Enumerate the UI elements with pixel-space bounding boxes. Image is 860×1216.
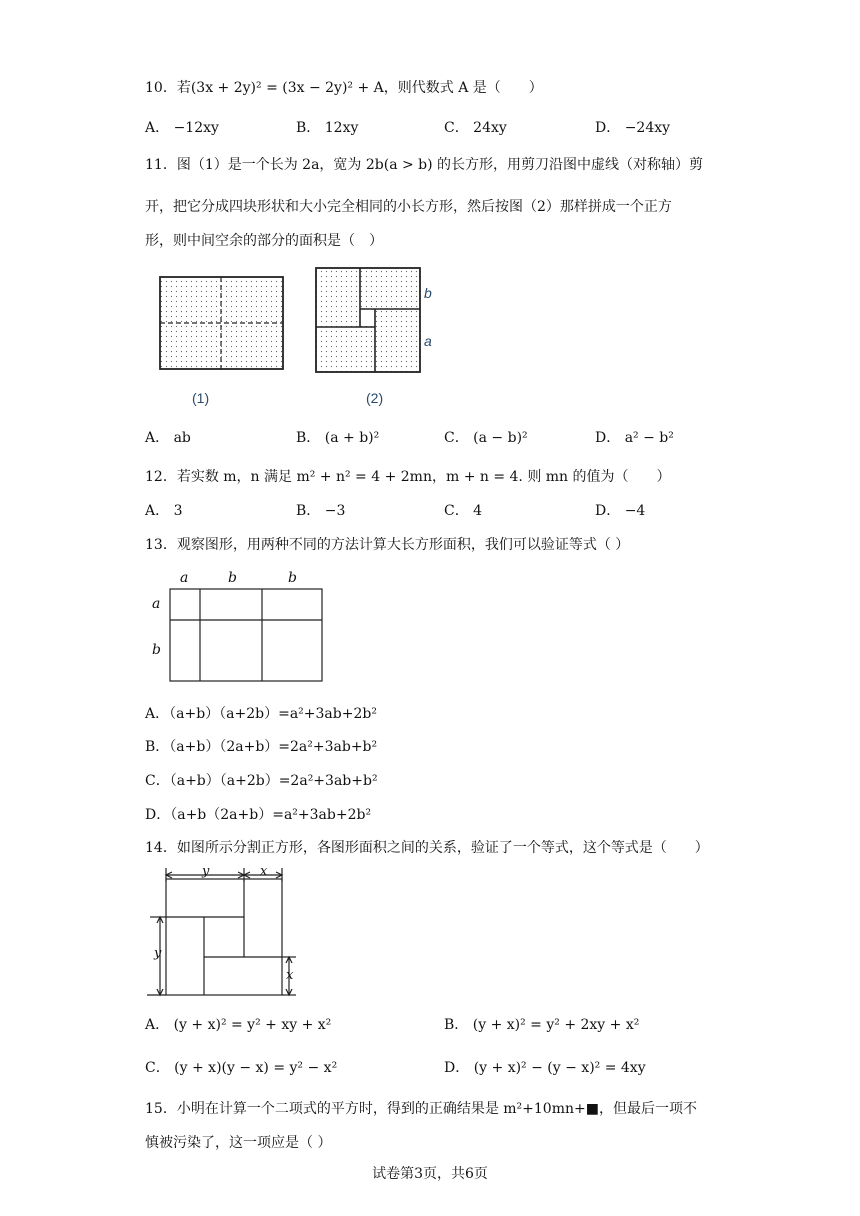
q13-left-label-b: b <box>152 642 161 658</box>
q10-option-c[interactable]: C． 24xy <box>444 120 507 136</box>
q13-stem: 13．观察图形，用两种不同的方法计算大长方形面积，我们可以验证等式（ ） <box>145 537 630 553</box>
q11-stem-line3: 形，则中间空余的部分的面积是（ ） <box>145 233 383 249</box>
q13-option-c[interactable]: C．（a+b）（a+2b）=2a²+3ab+b² <box>145 773 378 789</box>
q11-fig2-label-a: a <box>424 333 432 349</box>
q13-option-b[interactable]: B．（a+b）（2a+b）=2a²+3ab+b² <box>145 739 378 755</box>
q13-option-a[interactable]: A．（a+b）（a+2b）=a²+3ab+2b² <box>145 706 377 722</box>
page-footer: 试卷第3页，共6页 <box>372 1166 488 1182</box>
q12-option-b[interactable]: B． −3 <box>296 503 346 519</box>
q15-stem-line1: 15．小明在计算一个二项式的平方时，得到的正确结果是 m²+10mn+■，但最后一项不 <box>145 1101 697 1117</box>
q14-top-label-x: x <box>260 864 268 879</box>
q14-option-a[interactable]: A． (y + x)² = y² + xy + x² <box>145 1017 332 1033</box>
q10-option-b[interactable]: B． 12xy <box>296 120 359 136</box>
q13-top-label-b1: b <box>228 570 237 586</box>
q13-left-label-a: a <box>152 596 161 612</box>
q11-option-b[interactable]: B． (a + b)² <box>296 430 380 446</box>
q14-left-label-y: y <box>154 946 162 961</box>
q14-option-b[interactable]: B． (y + x)² = y² + 2xy + x² <box>444 1017 640 1033</box>
q11-fig1-caption: (1) <box>192 390 210 406</box>
q12-stem: 12．若实数 m，n 满足 m² + n² = 4 + 2mn，m + n = 4. 则 mn 的值为（ ） <box>145 469 671 485</box>
q13-top-label-b2: b <box>288 570 297 586</box>
q15-stem-line2: 慎被污染了，这一项应是（ ） <box>145 1135 332 1151</box>
q14-right-label-x: x <box>286 968 294 983</box>
q14-stem: 14．如图所示分割正方形，各图形面积之间的关系，验证了一个等式，这个等式是（ ） <box>145 840 709 856</box>
q10-option-d[interactable]: D． −24xy <box>595 120 671 136</box>
q11-stem-line1: 11．图（1）是一个长为 2a，宽为 2b(a > b) 的长方形，用剪刀沿图中虚线（对称轴）剪 <box>145 157 704 173</box>
q10-formula: (3x + 2y)² = (3x − 2y)² + A <box>190 80 384 96</box>
q12-option-d[interactable]: D． −4 <box>595 503 646 519</box>
q11-fig2-label-b: b <box>424 285 432 301</box>
q11-option-d[interactable]: D． a² − b² <box>595 430 674 446</box>
q11-option-c[interactable]: C． (a − b)² <box>444 430 528 446</box>
q12-option-c[interactable]: C． 4 <box>444 503 483 519</box>
q13-top-label-a: a <box>180 570 189 586</box>
q11-stem-line2: 开，把它分成四块形状和大小完全相同的小长方形，然后按图（2）那样拼成一个正方 <box>145 199 672 215</box>
q13-option-d[interactable]: D．（a+b（2a+b）=a²+3ab+2b² <box>145 807 372 823</box>
q14-option-d[interactable]: D． (y + x)² − (y − x)² = 4xy <box>444 1060 646 1076</box>
q11-option-a[interactable]: A． ab <box>145 430 191 446</box>
q14-option-c[interactable]: C． (y + x)(y − x) = y² − x² <box>145 1060 338 1076</box>
q14-top-label-y: y <box>202 864 210 879</box>
q11-fig2-caption: (2) <box>366 390 384 406</box>
q12-option-a[interactable]: A． 3 <box>145 503 183 519</box>
q10-option-a[interactable]: A． −12xy <box>145 120 219 136</box>
q10-stem: 10．若(3x + 2y)² = (3x − 2y)² + A，则代数式 A 是（ ） <box>145 80 543 96</box>
